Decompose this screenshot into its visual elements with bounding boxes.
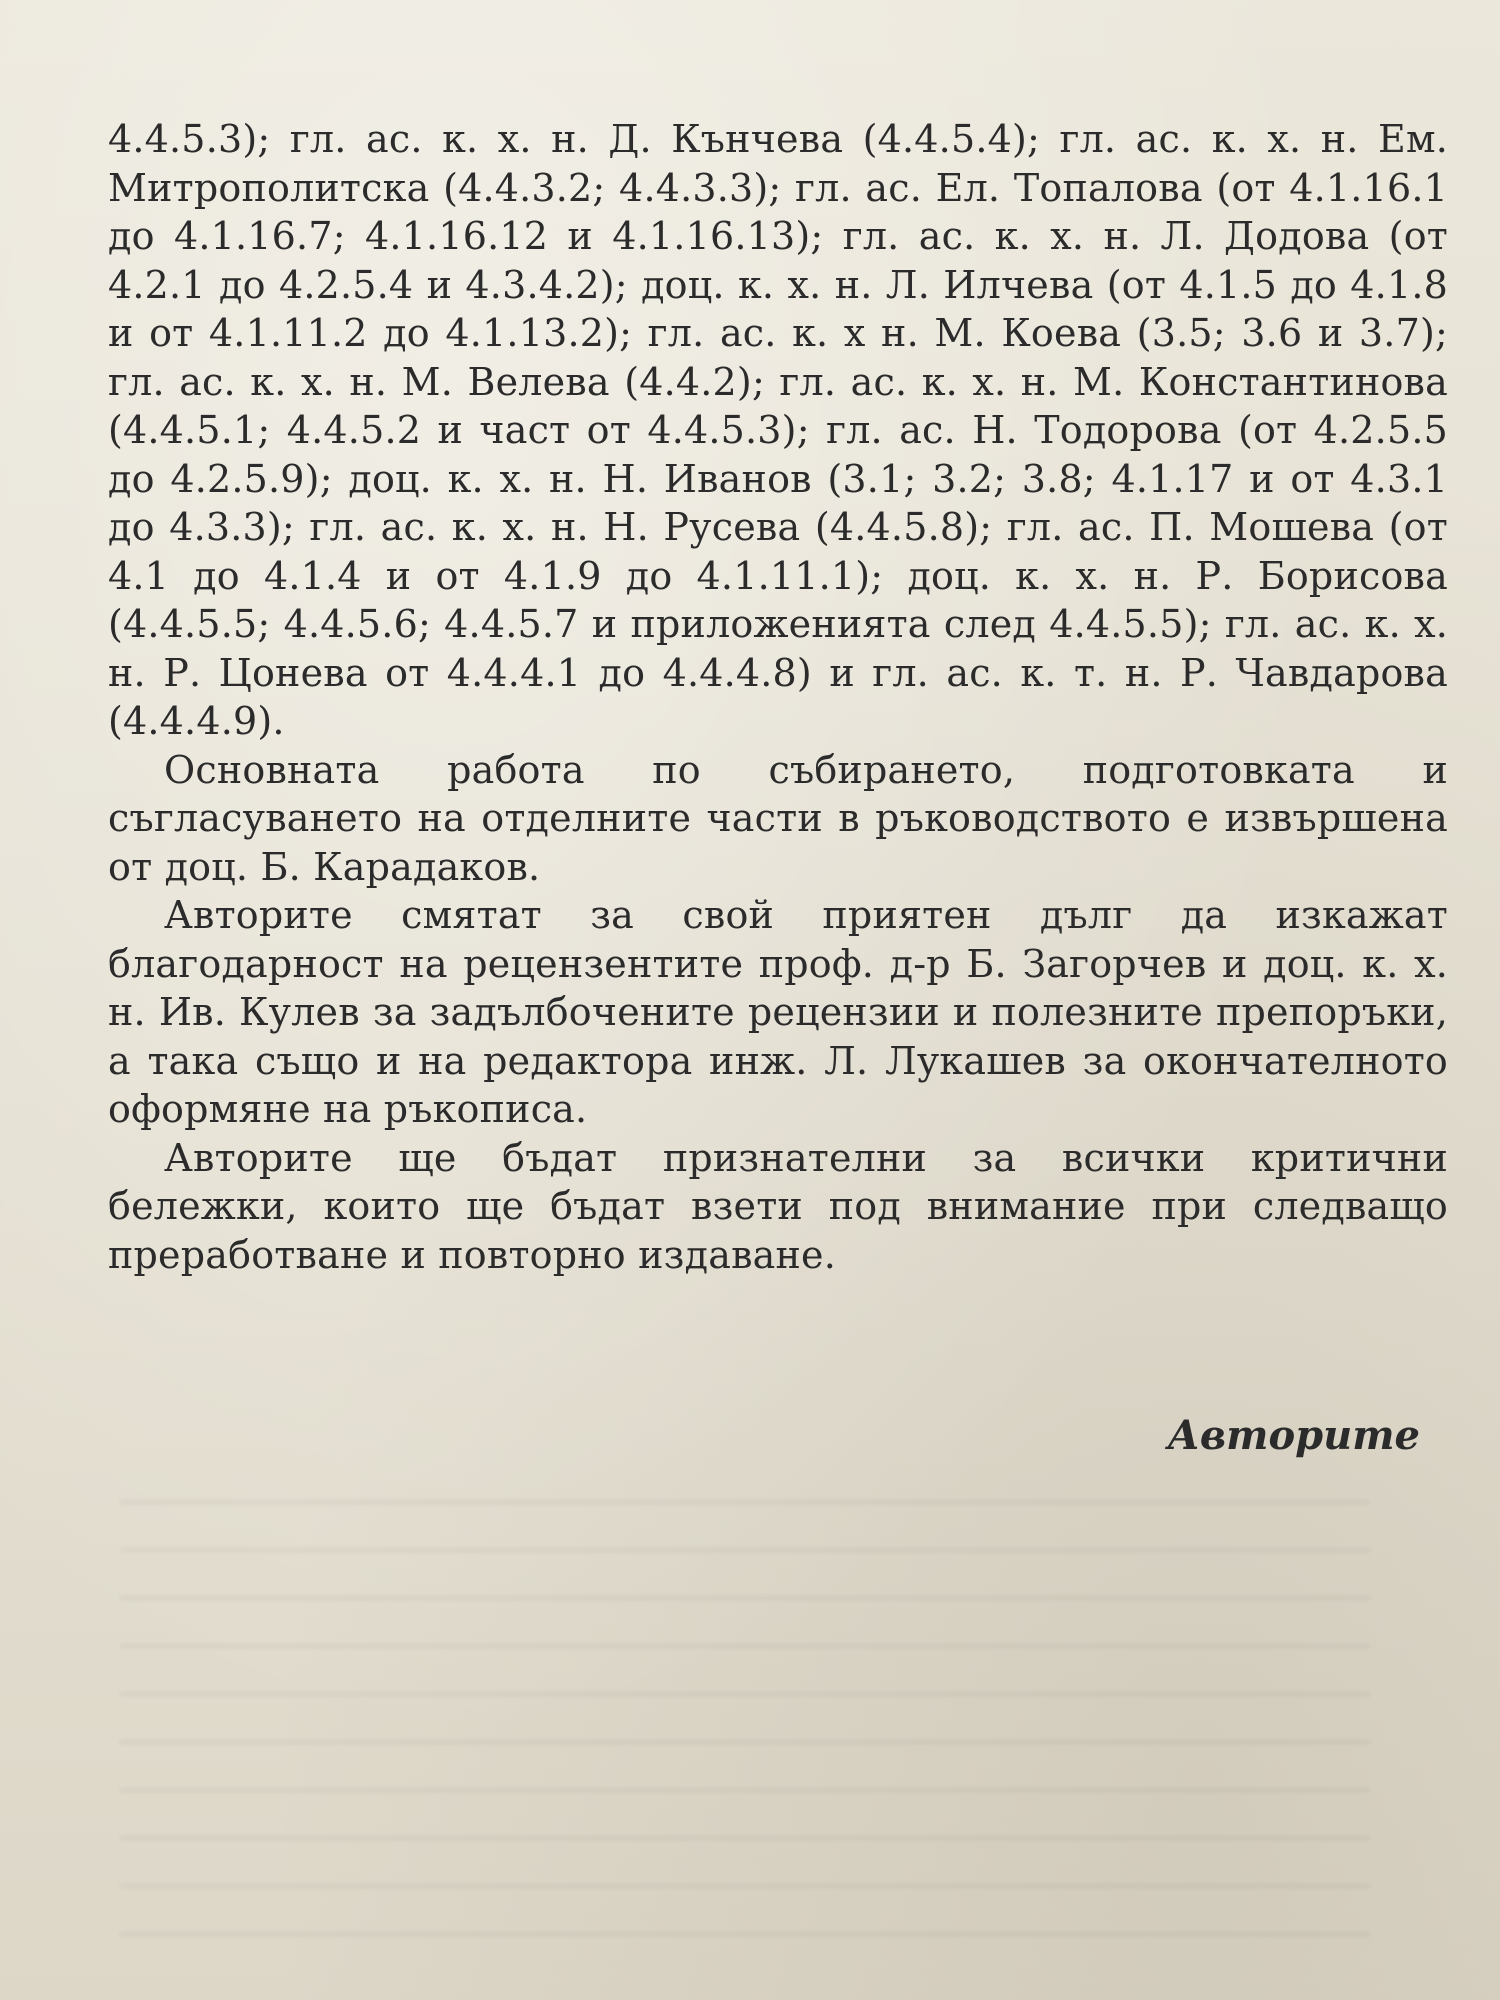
signature-authors: Авторите <box>1167 1412 1420 1459</box>
show-through-texture <box>120 1500 1370 1940</box>
paragraph-contributors: 4.4.5.3); гл. ас. к. х. н. Д. Кънчева (4.4.5.4); гл. ас. к. х. н. Ем. Митрополитска (4.4.3.2; 4.4.3.3); гл. ас. Ел. Топалова (от 4.1.16.1 до 4.1.16.7; 4.1.16.12 и 4.1.16.13); гл. ас. к. х. н. Л. Додова (от 4.2.1 до 4.2.5.4 и 4.3.4.2); доц. к. х. н. Л. Илчева (от 4.1.5 до 4.1.8 и от 4.1.11.2 до 4.1.13.2); гл. ас. к. х н. М. Коева (3.5; 3.6 и 3.7); гл. ас. к. х. н. М. Велева (4.4.2); гл. ас. к. х. н. М. Константинова (4.4.5.1; 4.4.5.2 и част от 4.4.5.3); гл. ас. Н. Тодорова (от 4.2.5.5 до 4.2.5.9); доц. к. х. н. Н. Иванов (3.1; 3.2; 3.8; 4.1.17 и от 4.3.1 до 4.3.3); гл. ас. к. х. н. Н. Русева (4.4.5.8); гл. ас. П. Мошева (от 4.1 до 4.1.4 и от 4.1.9 до 4.1.11.1); доц. к. х. н. Р. Борисова (4.4.5.5; 4.4.5.6; 4.4.5.7 и приложенията след 4.4.5.5); гл. ас. к. х. н. Р. Цонева от 4.4.4.1 до 4.4.4.8) и гл. ас. к. т. н. Р. Чавдарова (4.4.4.9). <box>108 117 1448 743</box>
paragraph-feedback-request: Авторите ще бъдат признателни за всички критични бележки, които ще бъдат взети под внимание при следващо преработване и повторно издаване. <box>108 1135 1448 1277</box>
main-text <box>108 115 1448 1279</box>
paragraph-compilation: Основната работа по събирането, подготовката и съгласуването на отделните части в ръководството е извършена от доц. Б. Карадаков. <box>108 747 1448 889</box>
paragraph-acknowledgements: Авторите смятат за свой приятен дълг да изкажат благодарност на рецензентите проф. д-р Б. Загорчев и доц. к. х. н. Ив. Кулев за задълбочените рецензии и полезните препоръки, а така също и на редактора инж. Л. Лукашев за окончателното оформяне на ръкописа. <box>108 893 1448 1131</box>
